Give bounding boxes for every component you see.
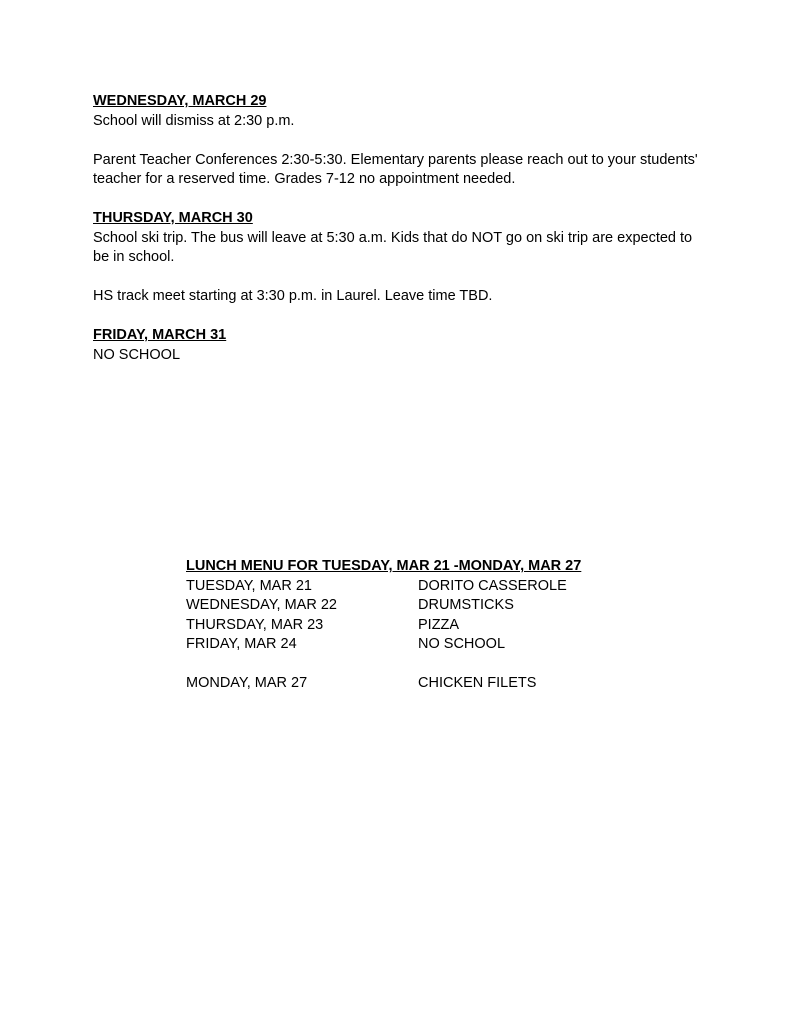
- menu-row: [186, 616, 686, 636]
- lunch-menu: [186, 557, 686, 694]
- notice-text: School ski trip. The bus will leave at 5:30 a.m. Kids that do NOT go on ski trip are expected to be in school.: [93, 229, 693, 265]
- menu-day: MONDAY, MAR 27: [186, 675, 308, 691]
- notice-text: School will dismiss at 2:30 p.m.: [93, 112, 295, 129]
- menu-day: THURSDAY, MAR 23: [186, 616, 324, 633]
- menu-day: FRIDAY, MAR 24: [186, 636, 297, 652]
- lunch-menu-title: LUNCH MENU FOR TUESDAY, MAR 21 -MONDAY, MAR 27: [186, 558, 582, 574]
- notice-text: HS track meet starting at 3:30 p.m. in Laurel. Leave time TBD.: [93, 288, 493, 304]
- notice-friday: [93, 326, 703, 365]
- menu-item: DRUMSTICKS: [418, 597, 514, 613]
- notice-heading: THURSDAY, MARCH 30: [93, 210, 253, 226]
- menu-row: [186, 577, 686, 597]
- notice-wednesday: [93, 92, 703, 190]
- menu-row: [186, 635, 686, 655]
- notice-text: Parent Teacher Conferences 2:30-5:30. Elementary parents please reach out to your students' teacher for a reserved time. Grades 7-12 no appointment needed.: [93, 151, 698, 187]
- menu-item: DORITO CASSEROLE: [418, 577, 567, 594]
- menu-item: PIZZA: [418, 616, 460, 633]
- menu-day: TUESDAY, MAR 21: [186, 577, 312, 594]
- menu-item: CHICKEN FILETS: [418, 675, 537, 691]
- menu-row: [186, 596, 686, 616]
- notice-text: NO SCHOOL: [93, 346, 181, 363]
- notice-heading: FRIDAY, MARCH 31: [93, 327, 227, 343]
- menu-item: NO SCHOOL: [418, 636, 506, 652]
- notice-thursday: [93, 209, 703, 307]
- notice-heading: WEDNESDAY, MARCH 29: [93, 93, 267, 109]
- weekly-notices: [93, 92, 703, 385]
- menu-day: WEDNESDAY, MAR 22: [186, 597, 337, 613]
- menu-row: [186, 674, 686, 694]
